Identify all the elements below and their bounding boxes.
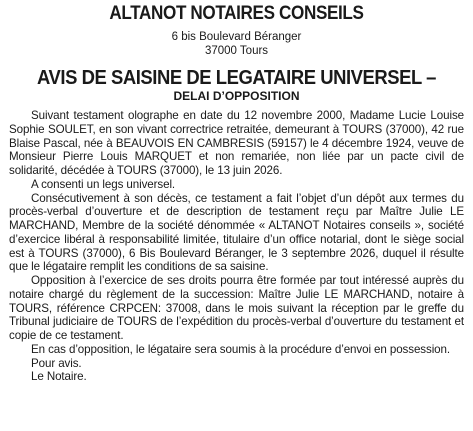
address-street: 6 bis Boulevard Béranger bbox=[171, 31, 302, 43]
paragraph-testament: Suivant testament olographe en date du 12 novembre 2000, Madame Lucie Louise Sophie SOULET, en son vivant correctrice retraitée, demeurant à TOURS (37000), 42 rue Blaise Pascal, née à BEAUVOIS EN CAMBRESIS (59157) le 4 décembre 1924, veuve de Monsieur Pierre Louis MARQUET et non remariée, non liée par un pacte civil de solidarité, décédée à TOURS (37000), le 13 juin 2026. bbox=[9, 109, 464, 177]
paragraph-opposition: Opposition à l’exercice de ses droits pourra être formée par tout intéressé auprès du notaire chargé du règlement de la succession: Maître Julie LE MARCHAND, notaire à TOURS, référence CRPCEN: 37008, dans le mois suivant la réception par le greffe du Tribunal judiciaire de TOURS de l’expédition du procès-verbal d’ouverture du testament et copie de ce testament. bbox=[9, 274, 464, 342]
notice-subtitle: DELAI D’OPPOSITION bbox=[173, 89, 300, 103]
address-city: 37000 Tours bbox=[204, 45, 269, 57]
firm-address bbox=[9, 30, 464, 58]
paragraph-pour-avis: Pour avis. bbox=[31, 356, 82, 370]
paragraph-legs: A consenti un legs universel. bbox=[31, 177, 176, 191]
notice-body bbox=[9, 109, 464, 384]
paragraph-deposit: Consécutivement à son décès, ce testament a fait l’objet d’un dépôt aux termes du procès-verbal d’ouverture et de description de testament reçu par Maître Julie LE MARCHAND, Membre de la société dénommée « ALTANOT Notaires conseils », société d’exercice libéral à responsabilité limitée, titulaire d’un office notarial, dont le siège social est à TOURS (37000), 6 Bis Boulevard Béranger, le 3 septembre 2026, duquel il résulte que le légataire remplit les conditions de sa saisine. bbox=[9, 191, 464, 274]
notice-title: AVIS DE SAISINE DE LEGATAIRE UNIVERSEL – bbox=[37, 66, 436, 89]
paragraph-signature: Le Notaire. bbox=[31, 370, 87, 384]
paragraph-procedure: En cas d’opposition, le légataire sera soumis à la procédure d’envoi en possession. bbox=[31, 342, 450, 356]
firm-name: ALTANOT NOTAIRES CONSEILS bbox=[109, 3, 364, 24]
